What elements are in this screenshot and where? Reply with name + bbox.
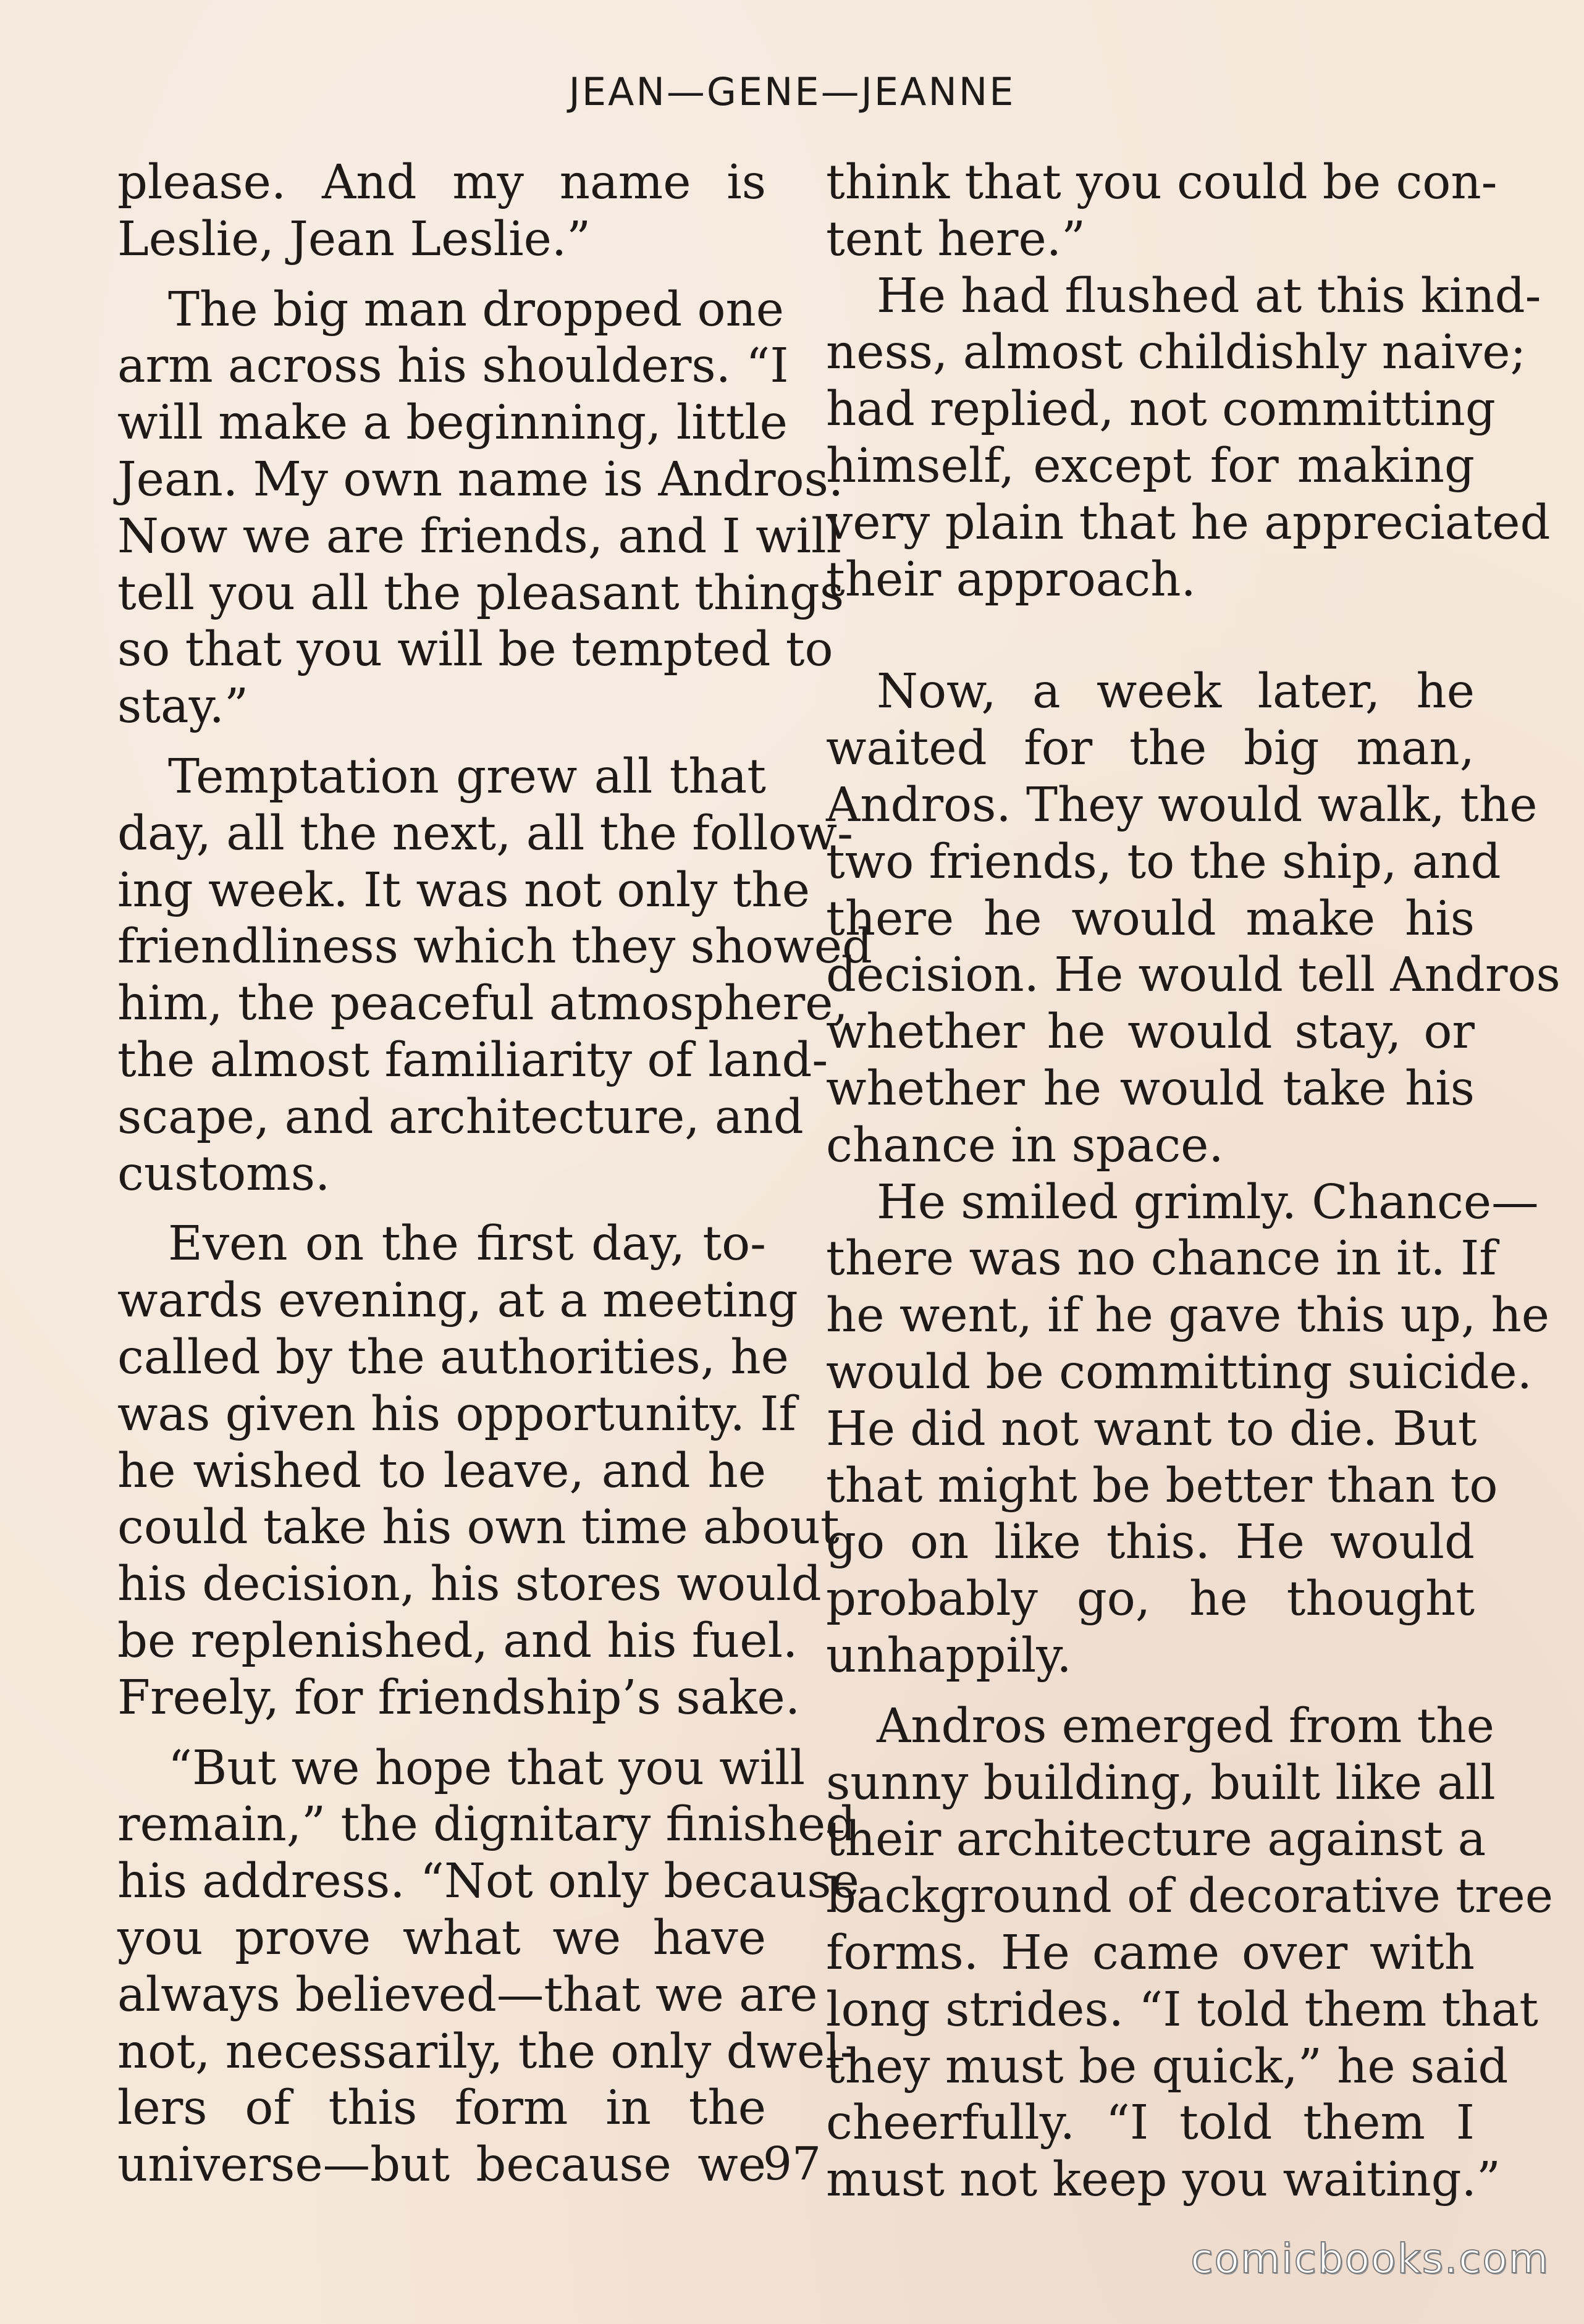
text-line: He smiled grimly. Chance— xyxy=(877,1174,1539,1230)
text-line: sunny building, built like all xyxy=(826,1755,1496,1811)
text-line: customs. xyxy=(117,1146,331,1202)
text-line: Andros emerged from the xyxy=(877,1698,1494,1754)
text-line: will make a beginning, little xyxy=(117,395,788,451)
text-line: lers of this form in the xyxy=(117,2081,766,2136)
text-line: his address. “Not only because xyxy=(117,1854,859,1909)
text-line: whether he would stay, or xyxy=(826,1004,1475,1060)
text-line: cheerfully. “I told them I xyxy=(826,2095,1475,2151)
text-line: wards evening, at a meeting xyxy=(117,1273,798,1329)
text-line: whether he would take his xyxy=(826,1061,1475,1116)
text-line: always believed—that we are xyxy=(117,1967,818,2023)
text-line: day, all the next, all the follow- xyxy=(117,806,853,861)
text-line: He did not want to die. But xyxy=(826,1401,1477,1457)
text-line: Leslie, Jean Leslie.” xyxy=(117,211,591,267)
text-line: would be committing suicide. xyxy=(826,1344,1532,1400)
text-line: think that you could be con- xyxy=(826,155,1498,210)
text-line: please. And my name is xyxy=(117,155,766,210)
text-line: their approach. xyxy=(826,552,1196,607)
text-line: go on like this. He would xyxy=(826,1515,1475,1570)
text-line: The big man dropped one xyxy=(168,282,785,337)
text-line: ness, almost childishly naive; xyxy=(826,325,1527,381)
paragraph-gap xyxy=(826,608,1475,663)
paragraph-gap xyxy=(117,268,766,282)
text-line: chance in space. xyxy=(826,1118,1224,1173)
text-line: tell you all the pleasant things xyxy=(117,565,845,621)
text-line: remain,” the dignitary finished xyxy=(117,1797,856,1853)
text-line: be replenished, and his fuel. xyxy=(117,1613,798,1669)
text-line: very plain that he appreciated xyxy=(826,495,1551,550)
text-line: two friends, to the ship, and xyxy=(826,834,1501,890)
text-line: him, the peaceful atmosphere, xyxy=(117,976,848,1032)
text-line: their architecture against a xyxy=(826,1812,1486,1867)
text-line: Temptation grew all that xyxy=(168,749,766,804)
paragraph-gap xyxy=(117,1202,766,1216)
paragraph-gap xyxy=(117,735,766,749)
text-line: forms. He came over with xyxy=(826,1925,1475,1981)
watermark-logo: comicbooks.com xyxy=(1190,2235,1549,2283)
text-line: arm across his shoulders. “I xyxy=(117,339,789,394)
text-line: you prove what we have xyxy=(117,1910,766,1966)
text-line: waited for the big man, xyxy=(826,721,1475,777)
page-number: 97 xyxy=(762,2137,822,2191)
text-line: he wished to leave, and he xyxy=(117,1443,766,1499)
text-line: universe—but because we xyxy=(117,2137,766,2193)
text-line: probably go, he thought xyxy=(826,1572,1475,1627)
paragraph-gap xyxy=(117,1727,766,1740)
text-line: Even on the first day, to- xyxy=(168,1216,766,1272)
text-line: there he would make his xyxy=(826,891,1475,946)
text-line: unhappily. xyxy=(826,1628,1072,1683)
text-line: decision. He would tell Andros xyxy=(826,948,1561,1003)
running-header: JEAN—GENE—JEANNE xyxy=(568,69,1016,114)
text-line: stay.” xyxy=(117,679,249,735)
text-line: background of decorative tree xyxy=(826,1869,1554,1924)
right-text-column xyxy=(826,154,1561,2208)
text-line: Freely, for friendship’s sake. xyxy=(117,1670,801,1725)
text-line: He had flushed at this kind- xyxy=(877,268,1541,324)
text-line: Jean. My own name is Andros. xyxy=(117,452,844,507)
text-line: was given his opportunity. If xyxy=(117,1386,796,1442)
text-line: his decision, his stores would xyxy=(117,1557,822,1612)
text-line: “But we hope that you will xyxy=(168,1740,806,1796)
text-line: could take his own time about xyxy=(117,1500,840,1556)
text-line: had replied, not committing xyxy=(826,382,1496,437)
text-line: not, necessarily, the only dwel- xyxy=(117,2024,856,2079)
text-line: himself, except for making xyxy=(826,438,1475,494)
text-line: called by the authorities, he xyxy=(117,1329,789,1385)
text-line: that might be better than to xyxy=(826,1458,1498,1514)
text-line: tent here.” xyxy=(826,211,1086,267)
text-line: Now we are friends, and I will xyxy=(117,508,841,564)
text-line: there was no chance in it. If xyxy=(826,1231,1497,1287)
text-line: scape, and architecture, and xyxy=(117,1089,804,1145)
text-line: so that you will be tempted to xyxy=(117,622,833,678)
text-line: they must be quick,” he said xyxy=(826,2039,1509,2094)
text-line: friendliness which they showed xyxy=(117,919,872,975)
text-line: long strides. “I told them that xyxy=(826,1982,1538,2037)
paragraph-gap xyxy=(826,1685,1475,1698)
text-line: ing week. It was not only the xyxy=(117,862,810,918)
text-line: the almost familiarity of land- xyxy=(117,1032,828,1088)
text-line: he went, if he gave this up, he xyxy=(826,1288,1550,1344)
text-line: Andros. They would walk, the xyxy=(826,777,1538,833)
text-line: Now, a week later, he xyxy=(877,664,1475,720)
text-line: must not keep you waiting.” xyxy=(826,2152,1501,2208)
